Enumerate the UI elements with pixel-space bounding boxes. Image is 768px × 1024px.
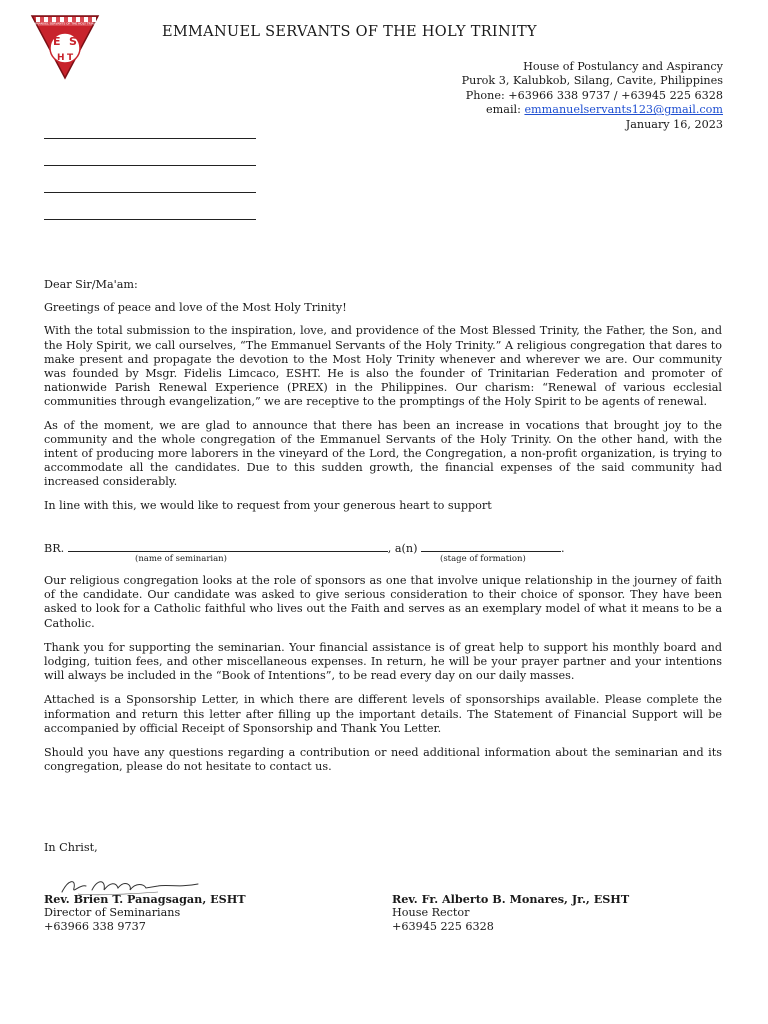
house-name: House of Postulancy and Aspirancy <box>523 60 723 73</box>
recipient-blank-line-1 <box>44 138 256 139</box>
fill-prefix: BR. <box>44 542 68 555</box>
logo-letter-s: S <box>69 35 77 48</box>
logo-ring-text: EMMANUEL SERVANTS OF THE HOLY TRINITY <box>31 21 99 26</box>
caption-name-of-seminarian: (name of seminarian) <box>135 554 227 564</box>
closing: In Christ, <box>44 841 98 854</box>
email-link[interactable]: emmanuelservants123@gmail.com <box>524 103 723 117</box>
paragraph-attached: Attached is a Sponsorship Letter, in which there are different levels of sponsorships available. Please complete the information and return this letter after filling up the important details. The Statement of Financial Support will be accompanied by official Receipt of Sponsorship and Thank You Letter. <box>44 693 722 735</box>
logo-letter-h: H <box>57 53 65 63</box>
letter-body-top <box>44 278 722 522</box>
logo-letter-t: T <box>67 53 74 63</box>
paragraph-vocations: As of the moment, we are glad to announce that there has been an increase in vocations that brought joy to the community and the whole congregation of the Emmanuel Servants of the Holy Trinity. On the other hand, with the intent of producing more laborers in the vineyard of the Lord, the Congregation, a non-profit organization, is trying to accommodate all the candidates. Due to this sudden growth, the financial expenses of the said community had increased considerably. <box>44 418 722 489</box>
recipient-blank-line-4 <box>44 219 256 220</box>
paragraph-greeting: Greetings of peace and love of the Most Holy Trinity! <box>44 301 347 315</box>
signatory-rector-name: Rev. Fr. Alberto B. Monares, Jr., ESHT <box>392 892 630 906</box>
recipient-blank-line-2 <box>44 165 256 166</box>
fill-end: . <box>561 542 565 555</box>
organization-title: EMMANUEL SERVANTS OF THE HOLY TRINITY <box>162 24 537 40</box>
email-line <box>462 103 723 117</box>
signatory-rector-title: House Rector <box>392 906 470 920</box>
signatory-rector <box>392 892 629 935</box>
address: Purok 3, Kalubkob, Silang, Cavite, Philippines <box>461 74 723 88</box>
signatory-director-title: Director of Seminarians <box>44 906 181 920</box>
signatory-rector-phone: +63945 225 6328 <box>392 920 494 934</box>
paragraph-thanks: Thank you for supporting the seminarian. Your financial assistance is of great help to support his monthly board and lodging, tuition fees, and other miscellaneous expenses. In return, he will be your prayer partner and your intentions will always be included in the “Book of Intentions”, to be read every day on our daily masses. <box>44 640 722 683</box>
letter-date: January 16, 2023 <box>625 117 723 131</box>
paragraph-sponsors: Our religious congregation looks at the role of sponsors as one that involve unique relationship in the journey of faith of the candidate. Our candidate was asked to give serious consideration to their choice of sponsor. They have been asked to look for a Catholic faithful who lives out the Faith and serves as an exemplary model of what it means to be a Catholic. <box>44 574 722 630</box>
email-label: email: <box>486 103 525 117</box>
signatory-director <box>44 892 246 935</box>
esht-logo-icon <box>30 14 100 80</box>
signatory-director-name: Rev. Brien T. Panagsagan, ESHT <box>44 892 246 906</box>
letterhead-address-block <box>462 60 723 132</box>
phone-line: Phone: +63966 338 9737 / +63945 225 6328 <box>465 88 723 102</box>
paragraph-about: With the total submission to the inspiration, love, and providence of the Most Blessed Trinity, the Father, the Son, and the Holy Spirit, we call ourselves, “The Emmanuel Servants of the Holy Trinity.” A religious congregation that dares to make present and propagate the devotion to the Most Holy Trinity whenever and wherever we are. Our community was founded by Msgr. Fidelis Limcaco, ESHT. He is also the founder of Trinitarian Federation and promoter of nationwide Parish Renewal Experience (PREX) in the Philippines. Our charism: “Renewal of various ecclesial communities through evangelization,” we are receptive to the promptings of the Holy Spirit to be agents of renewal. <box>44 324 722 409</box>
salutation: Dear Sir/Ma'am: <box>44 278 138 291</box>
seminarian-name-blank[interactable] <box>68 541 388 552</box>
recipient-address-blanks <box>44 138 256 246</box>
formation-stage-blank[interactable] <box>421 541 561 552</box>
caption-stage-of-formation: (stage of formation) <box>440 554 526 564</box>
recipient-blank-line-3 <box>44 192 256 193</box>
paragraph-contact: Should you have any questions regarding a contribution or need additional information about the seminarian and its congregation, please do not hesitate to contact us. <box>44 746 722 774</box>
fill-mid: , a(n) <box>387 542 422 555</box>
logo-letter-e: E <box>53 35 61 48</box>
signatory-director-phone: +63966 338 9737 <box>44 920 146 934</box>
paragraph-request: In line with this, we would like to request from your generous heart to support <box>44 498 492 512</box>
letter-body-bottom <box>44 574 722 784</box>
